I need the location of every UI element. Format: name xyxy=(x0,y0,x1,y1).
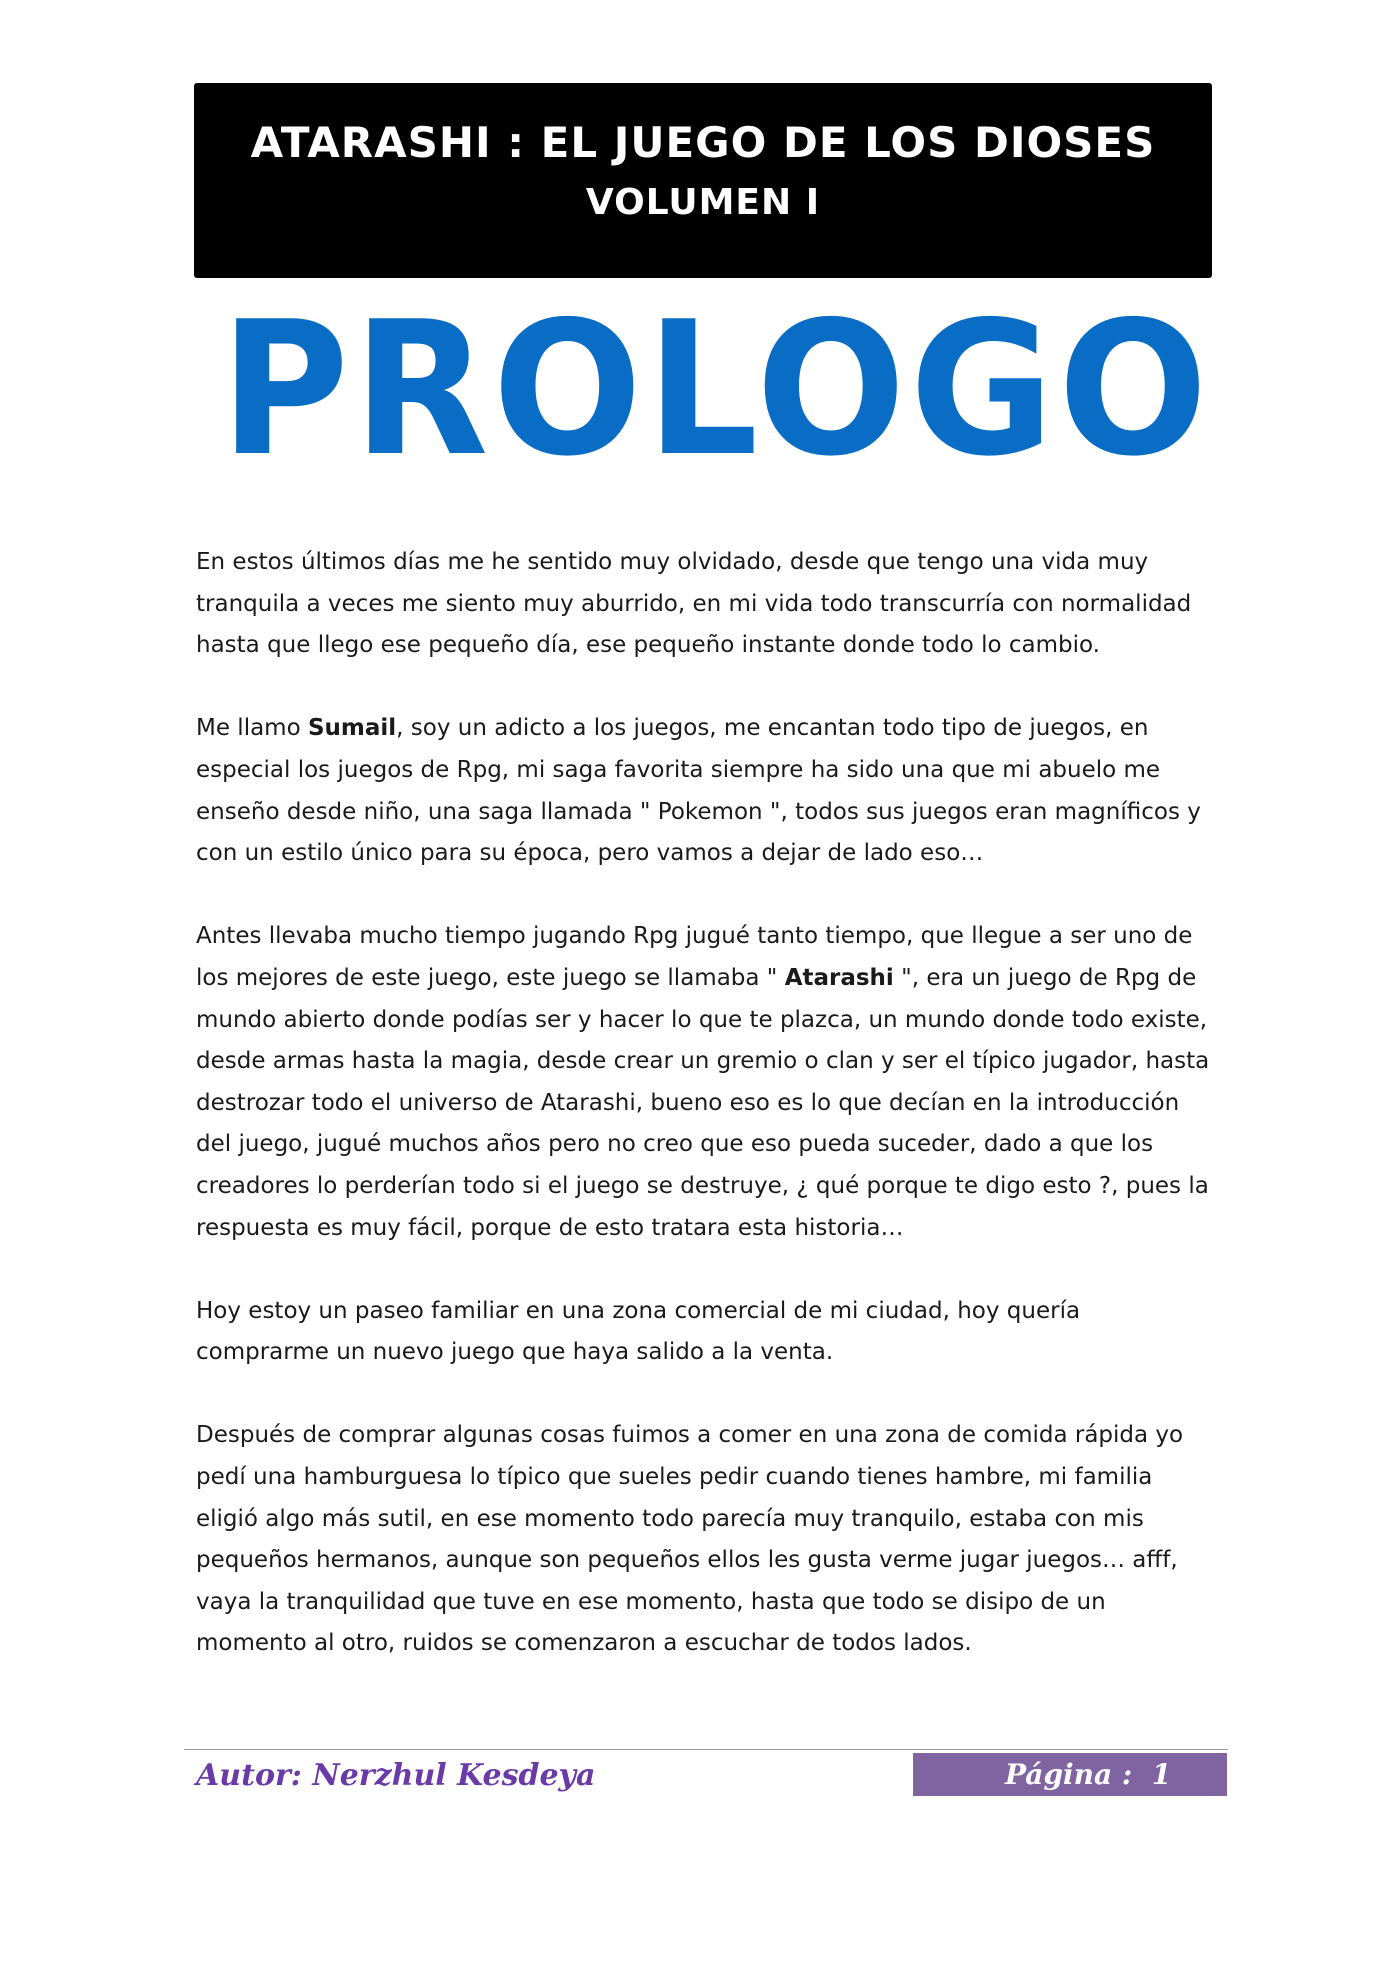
title-banner xyxy=(194,83,1212,278)
paragraph-1: En estos últimos días me he sentido muy olvidado, desde que tengo una vida muy tranquila a veces me siento muy aburrido, en mi vida todo transcurría con normalidad hasta que llego ese pequeño día, ese pequeño instante donde todo lo cambio. xyxy=(196,549,1192,659)
paragraph-2-start: Me llamo xyxy=(196,715,308,742)
paragraph-2 xyxy=(196,708,1216,874)
paragraph-3-start: Antes llevaba mucho tiempo jugando Rpg jugué tanto tiempo, que llegue a ser uno de los mejores de este juego, este juego se llamaba " xyxy=(196,923,1193,991)
paragraph-3-rest: ", era un juego de Rpg de mundo abierto donde podías ser y hacer lo que te plazca, un mundo donde todo existe, desde armas hasta la magia, desde crear un gremio o clan y ser el típico jugador, hasta destrozar todo el universo de Atarashi, bueno eso es lo que decían en la introducción del juego, jugué muchos años pero no creo que eso pueda suceder, dado a que los creadores lo perderían todo si el juego se destruye, ¿ qué porque te digo esto ?, pues la respuesta es muy fácil, porque de esto tratara esta historia… xyxy=(196,964,1210,1241)
character-name-sumail: Sumail xyxy=(307,715,397,742)
game-name-atarashi: Atarashi xyxy=(784,964,894,991)
paragraph-3 xyxy=(196,916,1216,1249)
page-number-badge: Página : 1 xyxy=(913,1753,1227,1796)
paragraph-4: Hoy estoy un paseo familiar en una zona comercial de mi ciudad, hoy quería comprarme un nuevo juego que haya salido a la venta. xyxy=(196,1297,1081,1366)
footer-author: Autor: Nerzhul Kesdeya xyxy=(196,1758,596,1793)
paragraph-5: Después de comprar algunas cosas fuimos a comer en una zona de comida rápida yo pedí una hamburguesa lo típico que sueles pedir cuando tienes hambre, mi familia eligió algo más sutil, en ese momento todo parecía muy tranquilo, estaba con mis pequeños hermanos, aunque son pequeños ellos les gusta verme jugar juegos… afff, vaya la tranquilidad que tuve en ese momento, hasta que todo se disipo de un momento al otro, ruidos se comenzaron a escuchar de todos lados. xyxy=(196,1422,1184,1657)
document-title: ATARASHI : EL JUEGO DE LOS DIOSES xyxy=(250,118,1156,167)
chapter-heading: PROLOGO xyxy=(220,281,1212,498)
paragraph-2-rest: , soy un adicto a los juegos, me encantan todo tipo de juegos, en especial los juegos de Rpg, mi saga favorita siempre ha sido una que mi abuelo me enseño desde niño, una saga llamada " Pokemon ", todos sus juegos eran magníficos y con un estilo único para su época, pero vamos a dejar de lado eso… xyxy=(196,715,1201,867)
story-body xyxy=(196,542,1216,1707)
footer-divider xyxy=(184,1749,1228,1750)
volume-label: VOLUMEN I xyxy=(585,182,821,224)
